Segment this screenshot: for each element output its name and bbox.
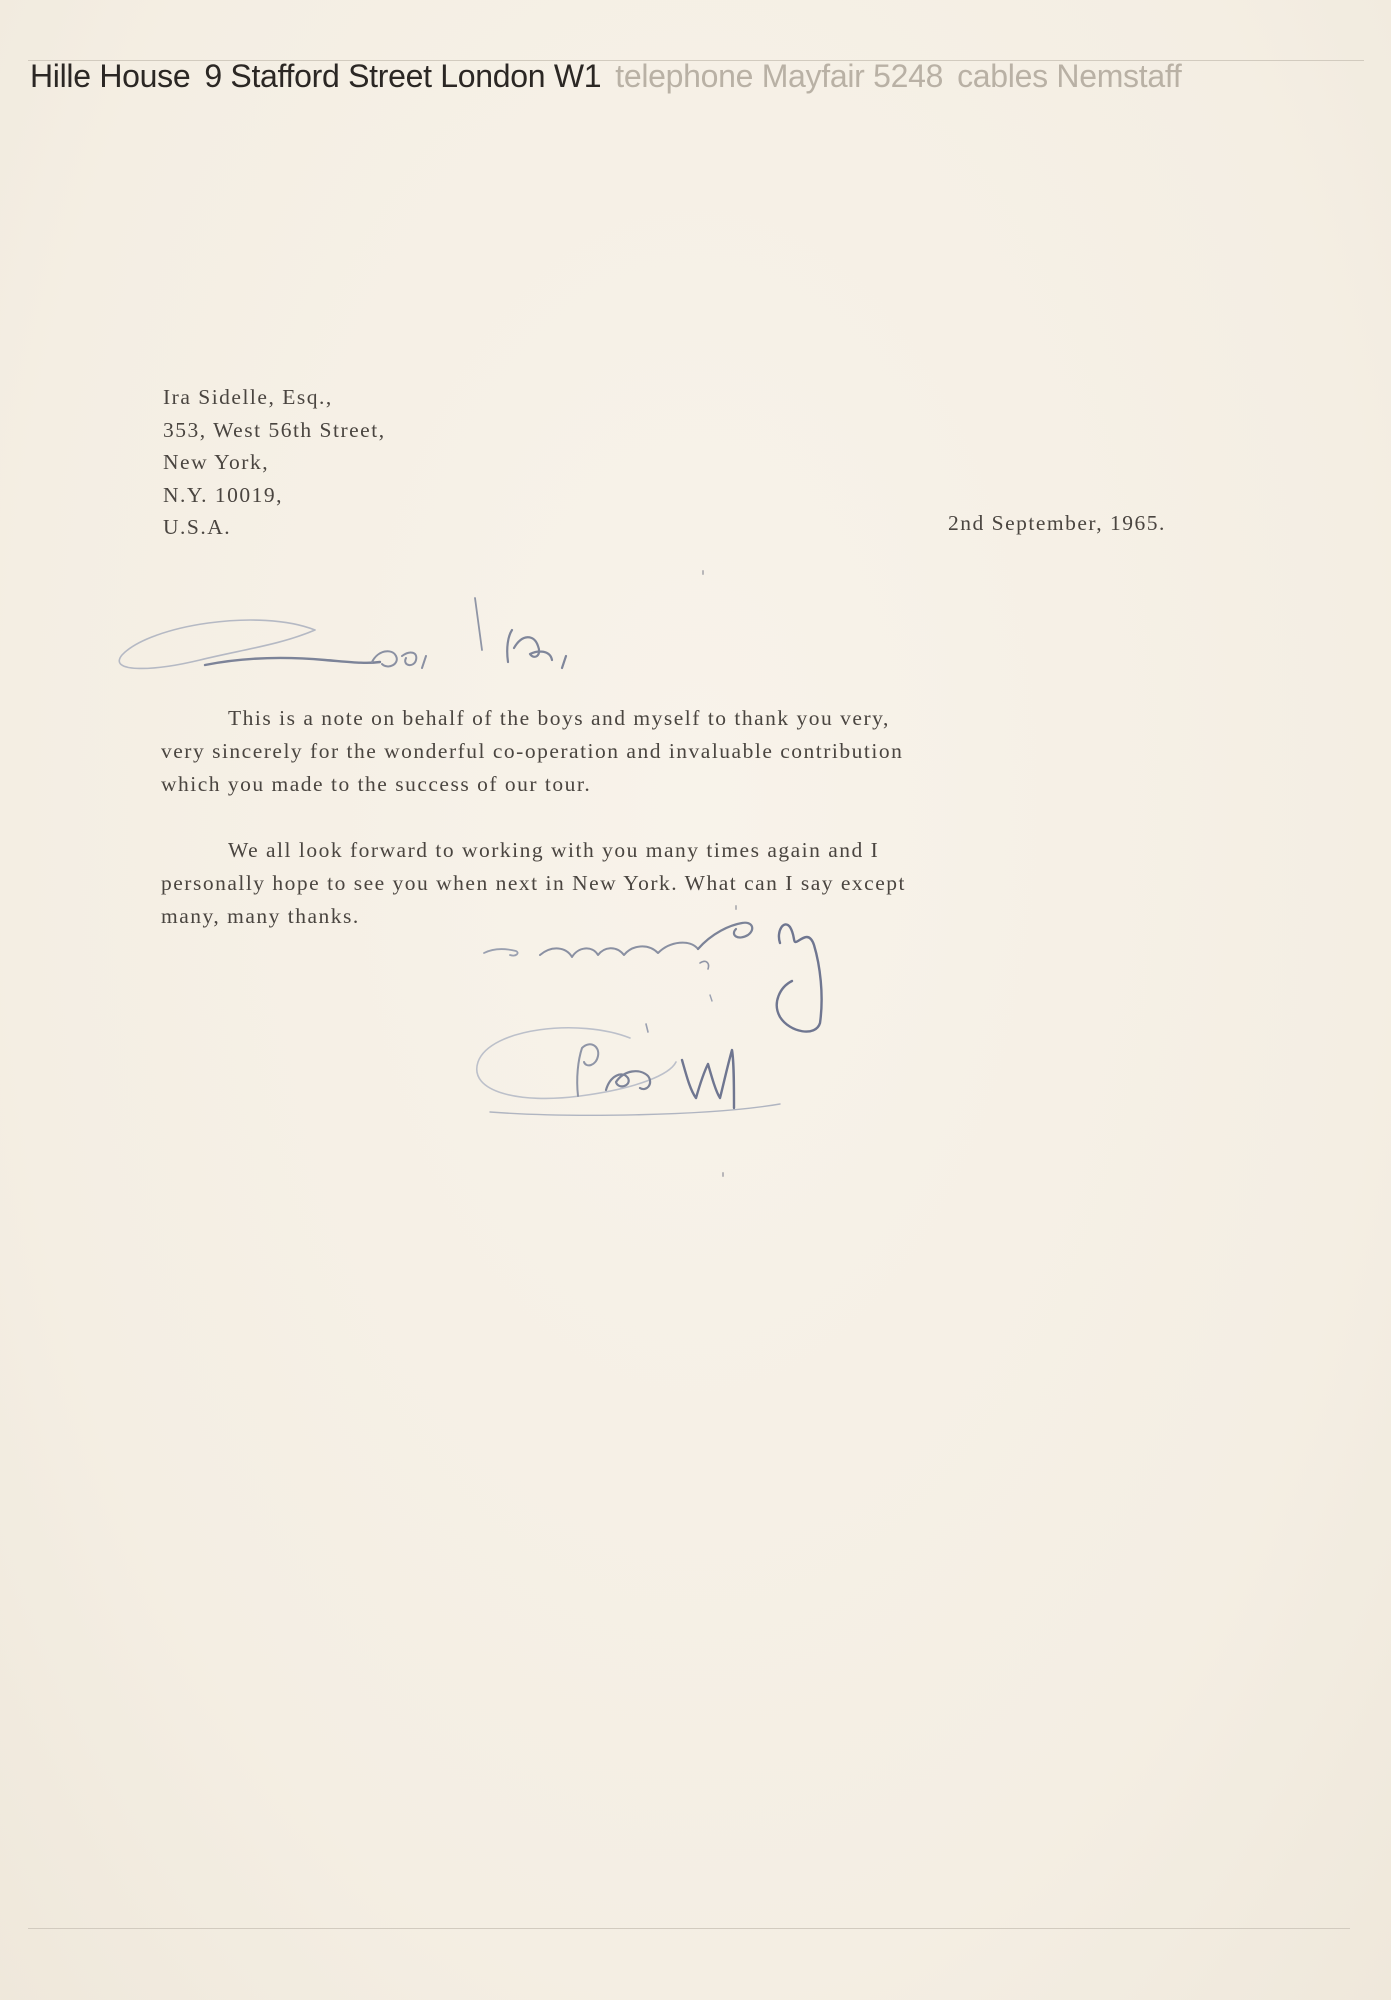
body-paragraph: This is a note on behalf of the boys and myself to thank you very, very sincerely for the wonderful co-operation and invaluable contribution which you made to the success of our tour. [161, 706, 904, 796]
body-paragraph: We all look forward to working with you many times again and I personally hope to see you when next in New York. What can I say except many, many thanks. [161, 838, 906, 928]
address-line: 353, West 56th Street, [163, 417, 386, 442]
ink-speck [702, 570, 704, 575]
address-line: New York, [163, 450, 270, 474]
letterhead [30, 58, 1181, 95]
address-line: N.Y. 10019, [163, 482, 284, 507]
letterhead-telephone: telephone Mayfair 5248 [615, 58, 944, 94]
address-line: Ira Sidelle, Esq., [163, 385, 333, 409]
bottom-rule [28, 1928, 1350, 1929]
letterhead-street: 9 Stafford Street London W1 [204, 58, 602, 94]
handwritten-salutation [110, 590, 730, 700]
ink-speck [735, 905, 737, 910]
letterhead-cables: cables Nemstaff [957, 58, 1182, 94]
address-line: U.S.A. [163, 515, 232, 539]
letter-date: 2nd September, 1965. [948, 511, 1166, 535]
ink-speck [722, 1172, 724, 1177]
handwritten-signature [450, 1000, 910, 1140]
recipient-address [163, 381, 386, 544]
letterhead-house: Hille House [30, 58, 191, 94]
